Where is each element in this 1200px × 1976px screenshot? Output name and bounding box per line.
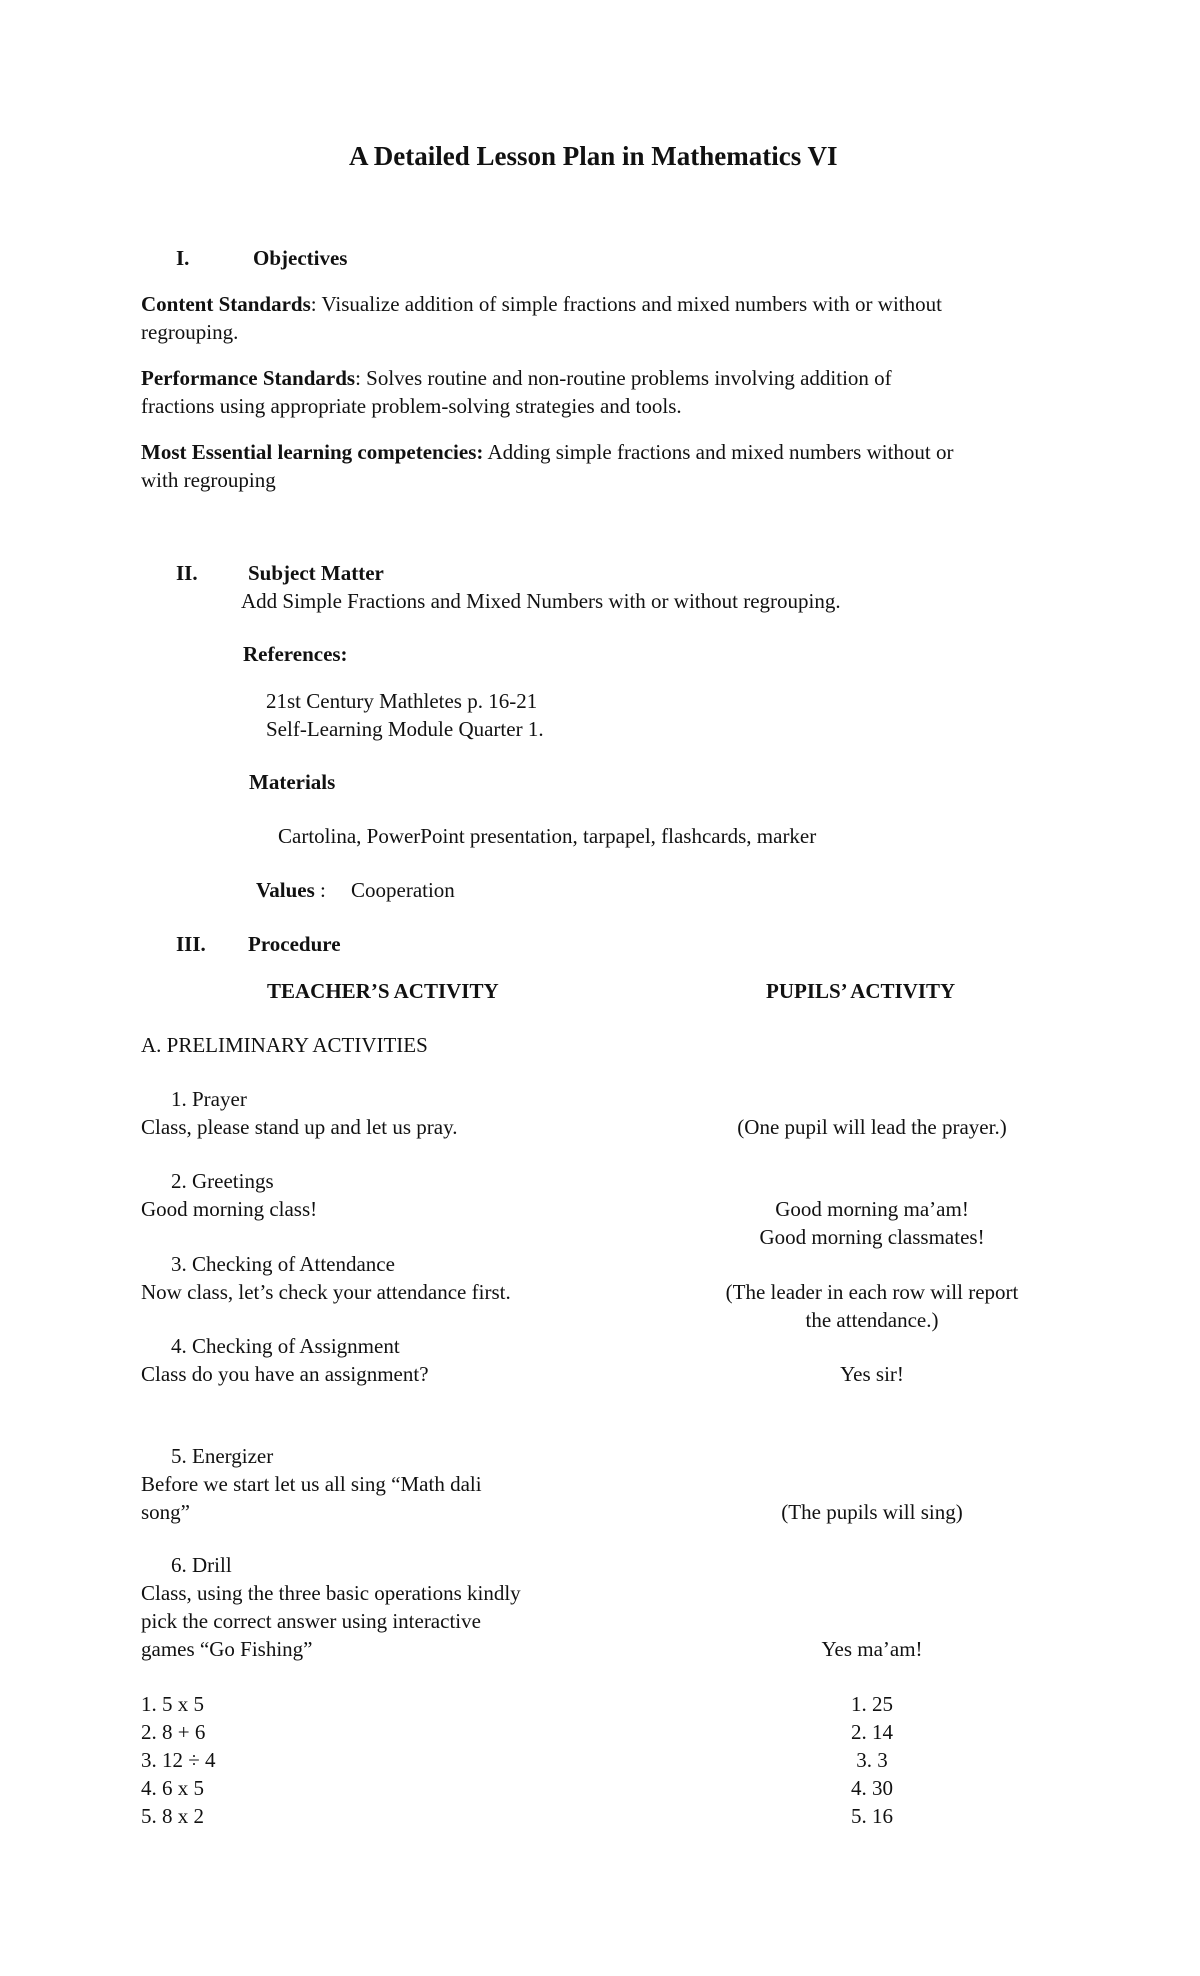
pupil-line: Good morning classmates! bbox=[759, 1225, 985, 1249]
step-title: 6. Drill bbox=[171, 1553, 232, 1577]
objectives-numeral: I. bbox=[176, 246, 190, 270]
drill-question: 3. 12 ÷ 4 bbox=[141, 1748, 216, 1772]
pupil-line: Yes ma’am! bbox=[821, 1637, 923, 1661]
reference-item: Self-Learning Module Quarter 1. bbox=[266, 717, 544, 741]
drill-answer: 1. 25 bbox=[851, 1692, 893, 1716]
melc-line-1 bbox=[141, 438, 953, 466]
pupil-activity-header: PUPILS’ ACTIVITY bbox=[766, 979, 956, 1003]
pupil-line: (The pupils will sing) bbox=[781, 1500, 963, 1524]
melc-line-2: with regrouping bbox=[141, 468, 276, 492]
pupil-line: the attendance.) bbox=[805, 1308, 939, 1332]
step-title: 5. Energizer bbox=[171, 1444, 274, 1468]
teacher-line: song” bbox=[141, 1500, 190, 1524]
drill-answer: 5. 16 bbox=[851, 1804, 893, 1828]
procedure-numeral: III. bbox=[176, 932, 206, 956]
performance-standards-label: Performance Standards bbox=[141, 366, 356, 390]
pupil-line: (One pupil will lead the prayer.) bbox=[737, 1115, 1007, 1139]
content-standards-text: : Visualize addition of simple fractions and mixed numbers with or without bbox=[310, 292, 942, 316]
drill-question: 1. 5 x 5 bbox=[141, 1692, 204, 1716]
references-label: References: bbox=[243, 642, 348, 666]
subject-matter-text: Add Simple Fractions and Mixed Numbers with or without regrouping. bbox=[241, 589, 841, 613]
drill-answer: 4. 30 bbox=[851, 1776, 893, 1800]
teacher-line: Class do you have an assignment? bbox=[141, 1362, 429, 1386]
materials-label: Materials bbox=[249, 770, 336, 794]
section-a-heading: A. PRELIMINARY ACTIVITIES bbox=[141, 1033, 428, 1057]
performance-standards-line-2: fractions using appropriate problem-solving strategies and tools. bbox=[141, 394, 682, 418]
content-standards-label: Content Standards bbox=[141, 292, 311, 316]
values-text: Cooperation bbox=[351, 878, 455, 902]
step-title: 2. Greetings bbox=[171, 1169, 274, 1193]
melc-text: Adding simple fractions and mixed numbers without or bbox=[483, 440, 954, 464]
materials-text: Cartolina, PowerPoint presentation, tarpapel, flashcards, marker bbox=[278, 824, 817, 848]
drill-question: 4. 6 x 5 bbox=[141, 1776, 204, 1800]
pupil-line: (The leader in each row will report bbox=[725, 1280, 1019, 1304]
subject-matter-numeral: II. bbox=[176, 561, 198, 585]
performance-standards-line-1 bbox=[141, 364, 892, 392]
teacher-line: Class, using the three basic operations kindly bbox=[141, 1581, 521, 1605]
drill-answer: 2. 14 bbox=[851, 1720, 893, 1744]
drill-question: 2. 8 + 6 bbox=[141, 1720, 206, 1744]
performance-standards-text: : Solves routine and non-routine problems involving addition of bbox=[355, 366, 892, 390]
values-line bbox=[256, 876, 326, 904]
teacher-line: games “Go Fishing” bbox=[141, 1637, 313, 1661]
values-label: Values bbox=[256, 878, 315, 902]
values-separator: : bbox=[314, 878, 326, 902]
teacher-line: Now class, let’s check your attendance first. bbox=[141, 1280, 511, 1304]
pupil-line: Yes sir! bbox=[840, 1362, 904, 1386]
reference-item: 21st Century Mathletes p. 16-21 bbox=[266, 689, 538, 713]
content-standards-line-2: regrouping. bbox=[141, 320, 239, 344]
objectives-heading: Objectives bbox=[253, 246, 348, 270]
pupil-line: Good morning ma’am! bbox=[775, 1197, 969, 1221]
step-title: 4. Checking of Assignment bbox=[171, 1334, 400, 1358]
teacher-line: Good morning class! bbox=[141, 1197, 318, 1221]
drill-question: 5. 8 x 2 bbox=[141, 1804, 204, 1828]
procedure-heading: Procedure bbox=[248, 932, 341, 956]
page-title: A Detailed Lesson Plan in Mathematics VI bbox=[349, 141, 838, 171]
subject-matter-heading: Subject Matter bbox=[248, 561, 384, 585]
content-standards-line-1 bbox=[141, 290, 942, 318]
melc-label: Most Essential learning competencies: bbox=[141, 440, 484, 464]
step-title: 1. Prayer bbox=[171, 1087, 247, 1111]
drill-answer: 3. 3 bbox=[856, 1748, 888, 1772]
step-title: 3. Checking of Attendance bbox=[171, 1252, 395, 1276]
teacher-line: pick the correct answer using interactive bbox=[141, 1609, 481, 1633]
teacher-activity-header: TEACHER’S ACTIVITY bbox=[267, 979, 499, 1003]
teacher-line: Before we start let us all sing “Math dali bbox=[141, 1472, 482, 1496]
teacher-line: Class, please stand up and let us pray. bbox=[141, 1115, 458, 1139]
